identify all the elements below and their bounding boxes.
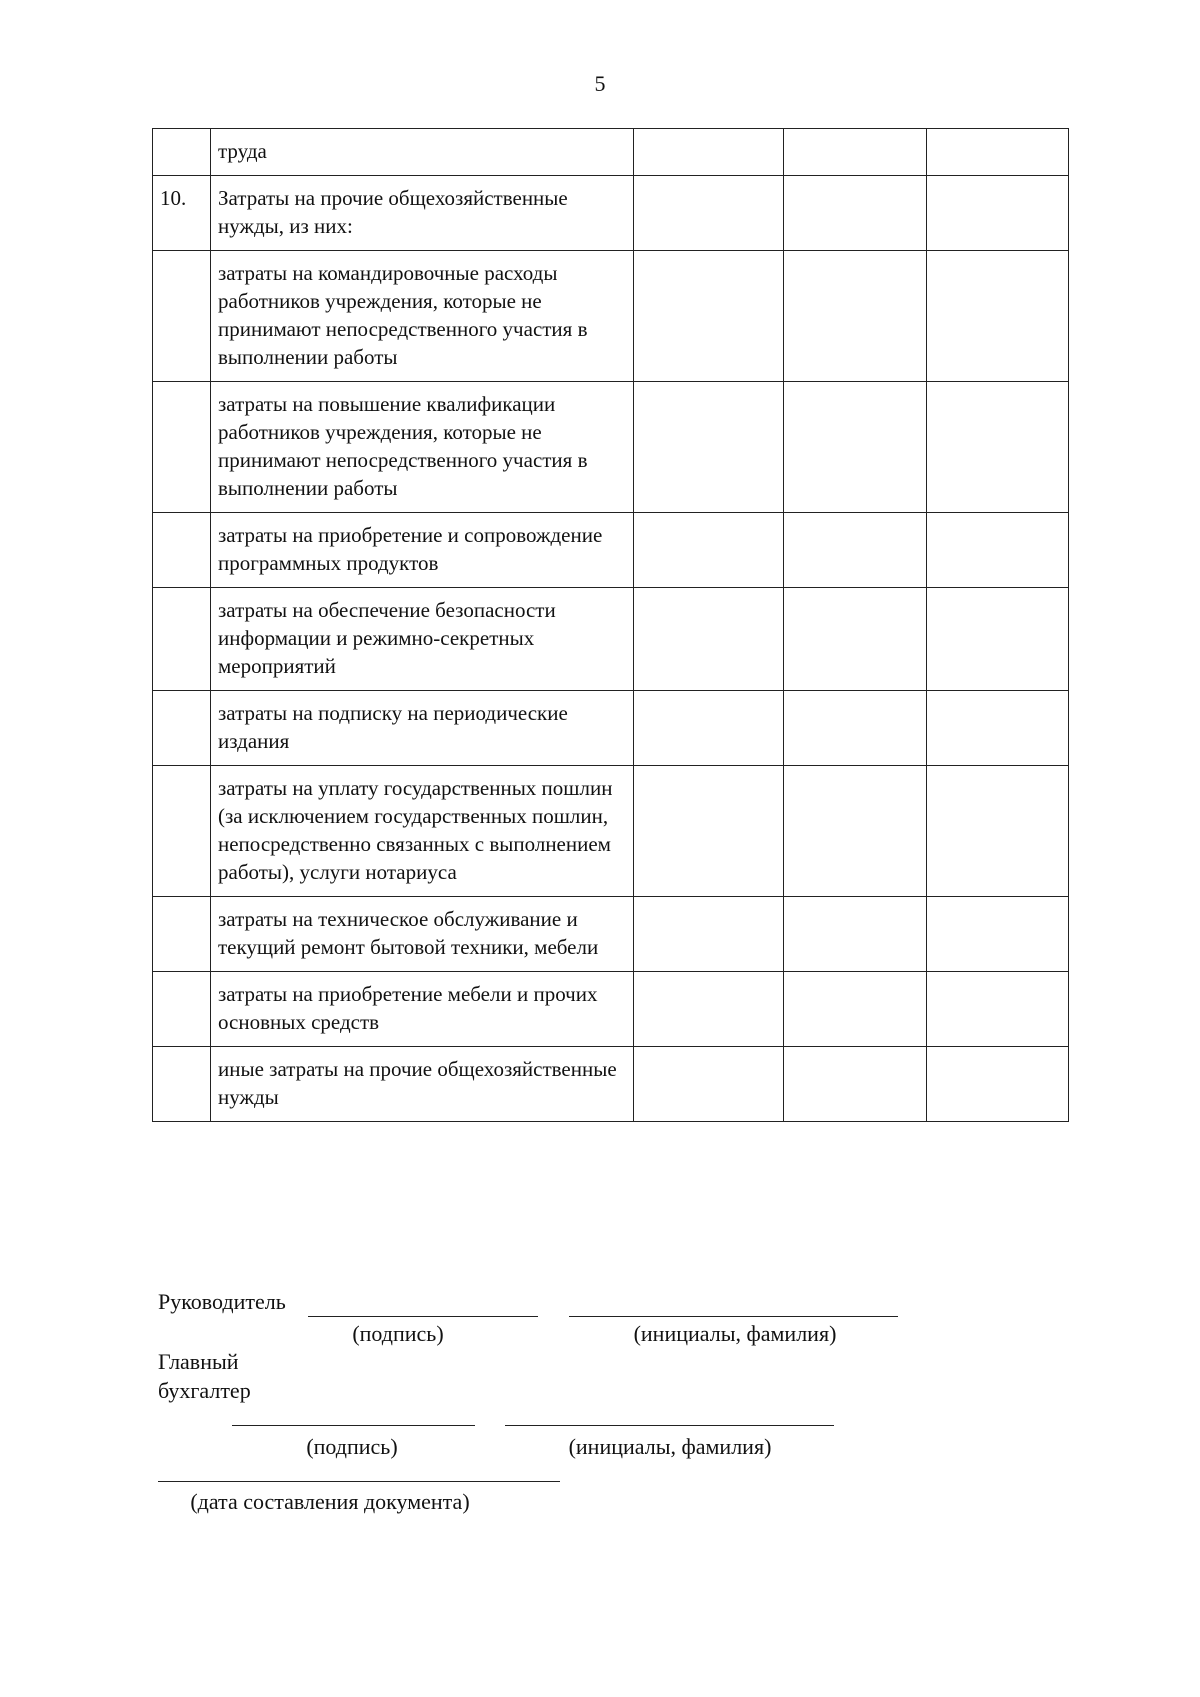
row-number-cell: 10. — [153, 176, 211, 251]
row-number-cell — [153, 691, 211, 766]
table-row — [153, 766, 1069, 897]
table-row — [153, 897, 1069, 972]
value-cell-3 — [927, 251, 1069, 382]
expense-name-cell: затраты на командировочные расходы работников учреждения, которые не принимают непосредственного участия в выполнении работы — [211, 251, 634, 382]
value-cell-2 — [784, 1047, 927, 1122]
value-cell-1 — [634, 1047, 784, 1122]
row-number-cell — [153, 251, 211, 382]
expense-name-cell: Затраты на прочие общехозяйственные нужды, из них: — [211, 176, 634, 251]
value-cell-3 — [927, 513, 1069, 588]
table-row — [153, 251, 1069, 382]
row-number-cell — [153, 588, 211, 691]
row-number-cell — [153, 897, 211, 972]
expense-name-cell: затраты на повышение квалификации работников учреждения, которые не принимают непосредственного участия в выполнении работы — [211, 382, 634, 513]
date-line — [158, 1481, 560, 1482]
expense-name-cell: затраты на приобретение мебели и прочих основных средств — [211, 972, 634, 1047]
expense-name-cell: затраты на подписку на периодические издания — [211, 691, 634, 766]
head-initials-caption: (инициалы, фамилия) — [633, 1321, 837, 1346]
accountant-signature-line — [232, 1425, 475, 1426]
value-cell-2 — [784, 766, 927, 897]
row-number-cell — [153, 1047, 211, 1122]
expense-name-cell: затраты на приобретение и сопровождение программных продуктов — [211, 513, 634, 588]
expense-name-cell: затраты на техническое обслуживание и текущий ремонт бытовой техники, мебели — [211, 897, 634, 972]
value-cell-2 — [784, 251, 927, 382]
expense-name-cell: затраты на уплату государственных пошлин (за исключением государственных пошлин, непосредственно связанных с выполнением работы), услуги нотариуса — [211, 766, 634, 897]
value-cell-3 — [927, 588, 1069, 691]
value-cell-3 — [927, 897, 1069, 972]
value-cell-1 — [634, 129, 784, 176]
value-cell-2 — [784, 691, 927, 766]
value-cell-1 — [634, 513, 784, 588]
row-number-cell — [153, 513, 211, 588]
value-cell-2 — [784, 382, 927, 513]
table-row — [153, 588, 1069, 691]
expense-name-cell: затраты на обеспечение безопасности информации и режимно-секретных мероприятий — [211, 588, 634, 691]
value-cell-1 — [634, 382, 784, 513]
value-cell-2 — [784, 897, 927, 972]
accountant-label-line1: Главный — [158, 1349, 239, 1374]
row-number-cell — [153, 766, 211, 897]
table-row — [153, 1047, 1069, 1122]
value-cell-1 — [634, 588, 784, 691]
value-cell-3 — [927, 129, 1069, 176]
cost-table — [152, 128, 1069, 1122]
head-signature-line — [308, 1316, 538, 1317]
table-row — [153, 129, 1069, 176]
accountant-signature-caption: (подпись) — [306, 1434, 398, 1459]
value-cell-3 — [927, 176, 1069, 251]
page-number: 5 — [594, 71, 606, 96]
accountant-initials-caption: (инициалы, фамилия) — [568, 1434, 772, 1459]
table-row — [153, 382, 1069, 513]
expense-name-cell: иные затраты на прочие общехозяйственные нужды — [211, 1047, 634, 1122]
value-cell-2 — [784, 513, 927, 588]
value-cell-3 — [927, 766, 1069, 897]
value-cell-1 — [634, 972, 784, 1047]
accountant-label-line2: бухгалтер — [158, 1378, 251, 1403]
table-row — [153, 176, 1069, 251]
value-cell-1 — [634, 691, 784, 766]
value-cell-1 — [634, 251, 784, 382]
row-number-cell — [153, 129, 211, 176]
row-number-cell — [153, 972, 211, 1047]
value-cell-3 — [927, 972, 1069, 1047]
value-cell-3 — [927, 1047, 1069, 1122]
value-cell-3 — [927, 691, 1069, 766]
table-row — [153, 691, 1069, 766]
value-cell-1 — [634, 176, 784, 251]
head-label: Руководитель — [158, 1289, 286, 1314]
value-cell-2 — [784, 588, 927, 691]
row-number-cell — [153, 382, 211, 513]
value-cell-3 — [927, 382, 1069, 513]
table-row — [153, 513, 1069, 588]
date-caption: (дата составления документа) — [190, 1489, 470, 1514]
head-signature-caption: (подпись) — [352, 1321, 444, 1346]
value-cell-2 — [784, 129, 927, 176]
accountant-initials-line — [505, 1425, 834, 1426]
value-cell-1 — [634, 897, 784, 972]
head-initials-line — [569, 1316, 898, 1317]
value-cell-2 — [784, 176, 927, 251]
table-row — [153, 972, 1069, 1047]
value-cell-2 — [784, 972, 927, 1047]
expense-name-cell: труда — [211, 129, 634, 176]
value-cell-1 — [634, 766, 784, 897]
